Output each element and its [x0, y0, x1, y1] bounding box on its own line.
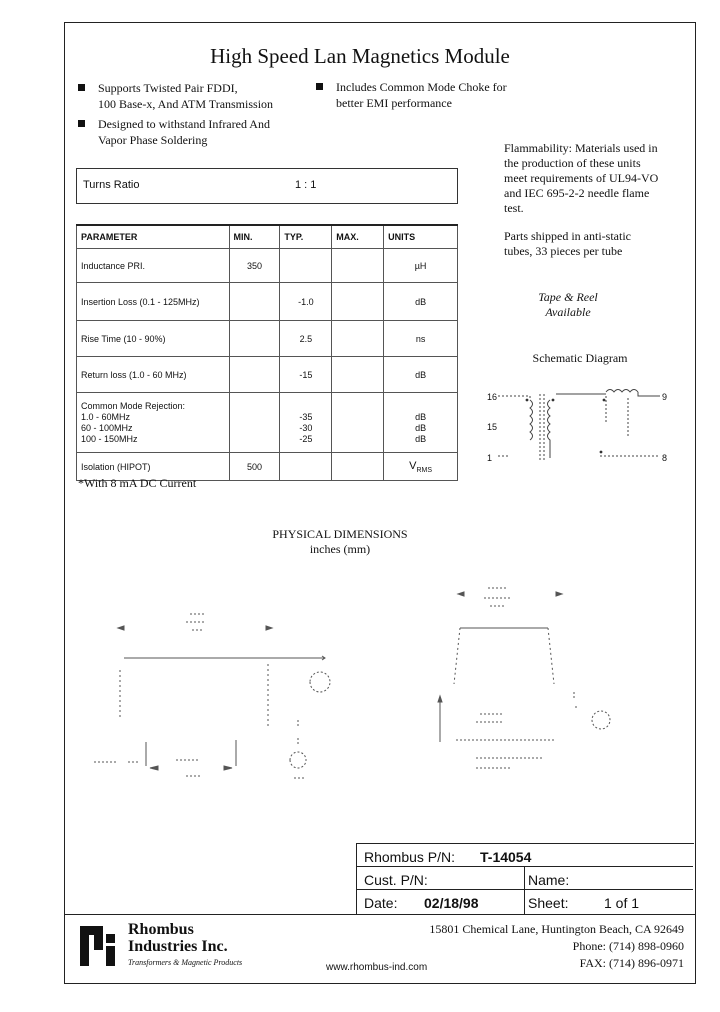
- footer-divider: [64, 914, 696, 915]
- company-contact: 15801 Chemical Lane, Huntington Beach, CA 92649 Phone: (714) 898-0960 FAX: (714) 896-0971: [429, 922, 684, 970]
- rhombus-logo-icon: [78, 922, 124, 968]
- cust-pn-label: Cust. P/N:: [364, 872, 428, 888]
- pin-label: 1: [487, 453, 493, 463]
- table-row: Insertion Loss (0.1 - 125MHz) -1.0 dB: [77, 283, 458, 321]
- schematic-title: Schematic Diagram: [532, 351, 628, 365]
- pin-label: 16: [487, 392, 498, 402]
- polarity-dot: [552, 399, 555, 402]
- pin-label: 8: [662, 453, 668, 463]
- company-tagline: Transformers & Magnetic Products: [128, 958, 243, 967]
- flammability-note: Flammability: Materials used in the production of these units meet requirements of UL94-VO and IEC 695-2-2 needle flame test.: [504, 141, 659, 215]
- tape-reel-note: Tape & Reel Available: [538, 290, 598, 319]
- bullet-icon: [316, 83, 323, 90]
- table-row: Rise Time (10 - 90%) 2.5 ns: [77, 321, 458, 357]
- dimensions-title: PHYSICAL DIMENSIONS inches (mm): [272, 527, 408, 556]
- turns-ratio-value: 1 : 1: [295, 179, 317, 191]
- polarity-dot: [526, 399, 529, 402]
- company-name: Rhombus Industries Inc.: [128, 921, 228, 955]
- pin-label: 9: [662, 392, 668, 402]
- polarity-dot: [603, 399, 606, 402]
- shipping-note: Parts shipped in anti-static tubes, 33 pieces per tube: [504, 229, 631, 258]
- company-website: www.rhombus-ind.com: [326, 962, 428, 973]
- divider: [524, 866, 525, 914]
- page-title: High Speed Lan Magnetics Module: [210, 44, 510, 68]
- table-row: Isolation (HIPOT) 500 $V_{RMS}$: [77, 453, 458, 481]
- parameters-table: [76, 224, 458, 481]
- pn-label: Rhombus P/N:: [364, 849, 456, 865]
- sheet-value: 1 of 1: [604, 895, 640, 911]
- turns-ratio-label: Turns Ratio: [83, 179, 140, 191]
- polarity-dot: [600, 451, 603, 454]
- table-row: Inductance PRI. 350 µH: [77, 249, 458, 283]
- name-label: Name:: [528, 872, 570, 888]
- table-header-row: PARAMETER MIN. TYP. MAX. UNITS: [77, 225, 458, 249]
- date-label: Date:: [364, 895, 398, 911]
- pin-label: 15: [487, 422, 498, 432]
- bullet-icon: [78, 84, 85, 91]
- side-view-drawing: [90, 600, 340, 800]
- turns-ratio-box: [76, 168, 458, 204]
- table-row: Common Mode Rejection: 1.0 - 60MHz 60 - 100MHz 100 - 150MHz -35 -30 -25 dB dB dB: [77, 393, 458, 453]
- end-view-drawing: [426, 572, 626, 802]
- schematic-diagram: [496, 378, 666, 470]
- footnote: *With 8 mA DC Current: [78, 476, 197, 490]
- date-value: 02/18/98: [424, 895, 479, 911]
- bullet-icon: [78, 120, 85, 127]
- table-row: Return loss (1.0 - 60 MHz) -15 dB: [77, 357, 458, 393]
- pn-value: T-14054: [480, 849, 532, 865]
- sheet-label: Sheet:: [528, 895, 569, 911]
